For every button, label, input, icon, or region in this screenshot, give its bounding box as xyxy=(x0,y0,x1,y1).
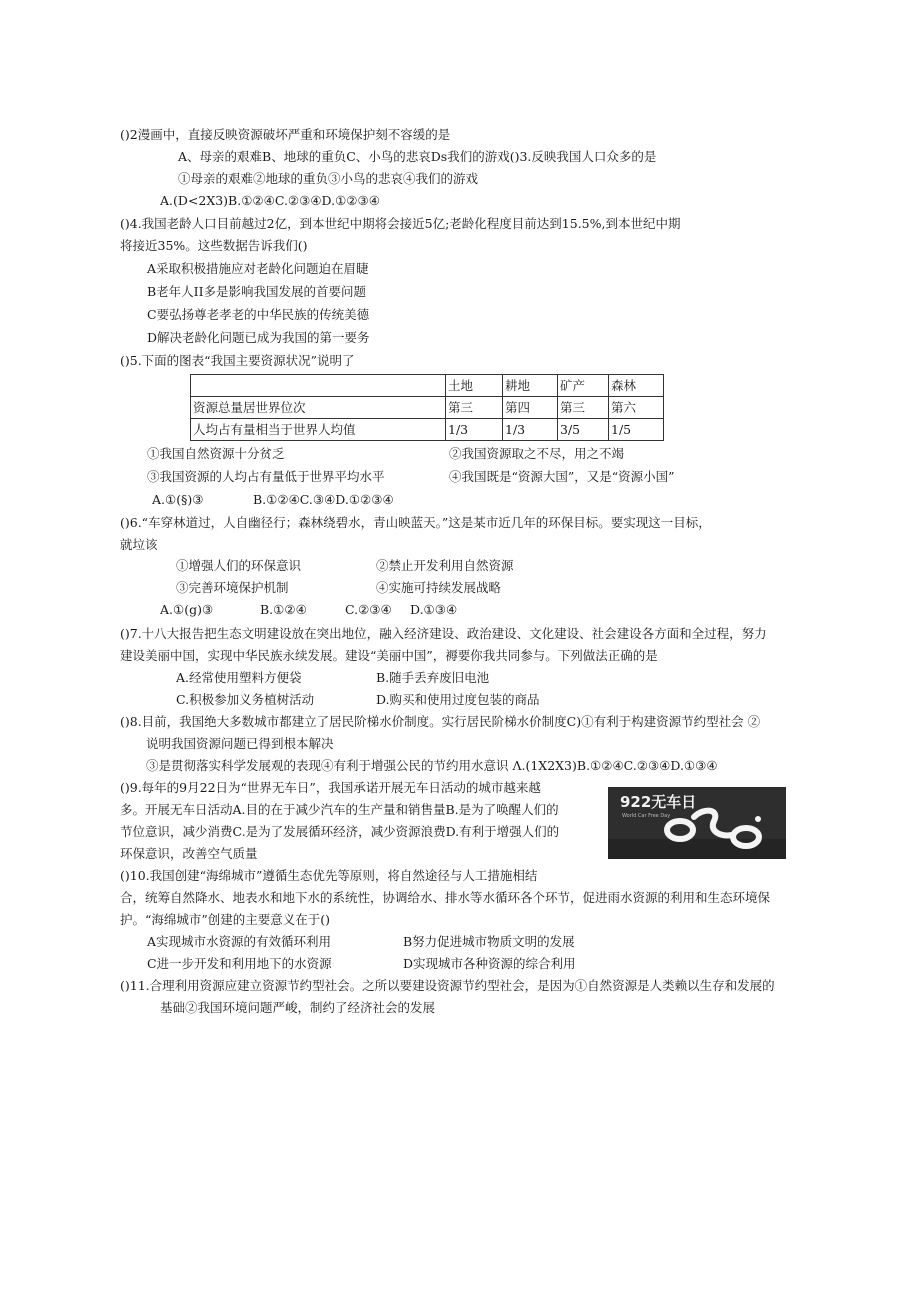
car-free-day-image xyxy=(608,787,786,859)
table-cell: 1/3 xyxy=(446,419,503,441)
table-cell: 第四 xyxy=(503,397,558,419)
table-cell: 矿产 xyxy=(558,375,609,397)
q10-option-a: A实现城市水资源的有效循环利用 xyxy=(147,934,332,949)
table-cell: 森林 xyxy=(609,375,664,397)
q8-item-2: 说明我国资源问题已得到根本解决 xyxy=(146,736,334,751)
q10-option-b: B努力促进城市物质文明的发展 xyxy=(403,934,575,949)
q6-item-2: ②禁止开发利用自然资源 xyxy=(376,558,514,573)
table-row xyxy=(191,397,664,419)
q10-stem-cont-2: 护。“海绵城市”创建的主要意义在于() xyxy=(120,912,331,927)
image-subtitle: World Car Free Day xyxy=(622,813,671,819)
q5-item-3: ③我国资源的人均占有量低于世界平均水平 xyxy=(147,469,385,484)
table-cell xyxy=(191,375,446,397)
q5-item-2: ②我国资源取之不尽，用之不竭 xyxy=(449,446,625,461)
table-cell: 第六 xyxy=(609,397,664,419)
table-cell: 人均占有量相当于世界人均值 xyxy=(191,419,446,441)
q4-option-c: C要弘扬尊老孝老的中华民族的传统美德 xyxy=(147,307,370,322)
q8-stem: ()8.目前，我国绝大多数城市都建立了居民阶梯水价制度。实行居民阶梯水价制度C)①有利于构建资源节约型社会 ② xyxy=(120,714,761,729)
q4-option-b: B老年人II多是影响我国发展的首要问题 xyxy=(147,284,367,299)
q2-stem: ()2漫画中，直接反映资源破坏严重和环境保护刻不容缓的是 xyxy=(120,127,451,142)
q7-stem: ()7.十八大报告把生态文明建设放在突出地位，融入经济建设、政治建设、文化建设、社会建设各方面和全过程，努力 xyxy=(120,626,767,641)
q7-stem-cont: 建设美丽中国，实现中华民族永续发展。建设“美丽中国”，褥要你我共同参与。下列做法正确的是 xyxy=(120,648,658,663)
q4-stem: ()4.我国老龄人口目前越过2亿，到本世纪中期将会接近5亿;老龄化程度目前达到15.5%,到本世纪中期 xyxy=(120,216,681,231)
table-cell: 耕地 xyxy=(503,375,558,397)
q6-stem: ()6.“车穿林道过，人自幽径行；森林绕碧水，青山映蓝天。”这是某市近几年的环保目标。要实现这一目标， xyxy=(120,515,711,530)
table-cell: 资源总量居世界位次 xyxy=(191,397,446,419)
q2-options: A、母亲的艰难B、地球的重负C、小鸟的悲哀Ds我们的游戏()3.反映我国人口众多的是 xyxy=(178,149,657,164)
q10-option-c: C进一步开发和利用地下的水资源 xyxy=(147,956,332,971)
q7-option-d: D.购买和使用过度包装的商品 xyxy=(376,692,540,707)
q5-option-a: A.①(§)③ xyxy=(152,492,204,507)
q6-option-d: D.①③④ xyxy=(410,602,458,617)
table-cell: 第三 xyxy=(446,397,503,419)
q6-item-1: ①增强人们的环保意识 xyxy=(176,558,302,573)
q7-option-a: A.经常使用塑料方便袋 xyxy=(176,670,302,685)
q9-stem-cont-3: 环保意识，改善空气质量 xyxy=(120,846,258,861)
table-cell: 第三 xyxy=(558,397,609,419)
q5-stem: ()5.下面的图表“我国主要资源状况”说明了 xyxy=(120,353,355,368)
q7-option-c: C.积极参加义务植树活动 xyxy=(176,692,315,707)
q10-stem: ()10.我国创建“海绵城市”遵循生态优先等原则，将自然途径与人工措施相结 xyxy=(120,868,538,883)
q3-options: A.(D<2X3)B.①②④C.②③④D.①②③④ xyxy=(160,193,380,208)
table-cell: 1/3 xyxy=(503,419,558,441)
q7-option-b: B.随手丢弃废旧电池 xyxy=(376,670,490,685)
q9-stem: ()9.每年的9月22日为“世界无车日”，我国承诺开展无车日活动的城市越来越 xyxy=(120,780,541,795)
table-cell: 3/5 xyxy=(558,419,609,441)
q10-option-d: D实现城市各种资源的综合利用 xyxy=(403,956,576,971)
q8-items-options: ③是贯彻落实科学发展观的表现④有利于增强公民的节约用水意识 Λ.(1X2X3)B.①②④C.②③④D.①③④ xyxy=(146,758,718,773)
q6-option-a: A.①(g)③ xyxy=(160,602,214,617)
image-title: 922无车日 xyxy=(620,793,697,811)
q6-item-3: ③完善环境保护机制 xyxy=(176,580,289,595)
resource-table xyxy=(190,374,664,441)
car-free-day-logo xyxy=(608,787,786,859)
q3-items: ①母亲的艰难②地球的重负③小鸟的悲哀④我们的游戏 xyxy=(178,171,479,186)
q5-options-bcd: B.①②④C.③④D.①②③④ xyxy=(253,492,394,507)
q4-option-d: D解决老龄化问题已成为我国的第一要务 xyxy=(147,330,370,345)
q10-stem-cont-1: 合，统筹自然降水、地表水和地下水的系统性，协调给水、排水等水循环各个环节，促进雨水资源的利用和生态环境保 xyxy=(120,890,771,905)
table-cell: 1/5 xyxy=(609,419,664,441)
q5-item-4: ④我国既是“资源大国”，又是“资源小国” xyxy=(449,469,675,484)
table-header-row xyxy=(191,375,664,397)
q4-option-a: A采取积极措施应对老龄化问题迫在眉睫 xyxy=(147,261,369,276)
q4-stem-cont: 将接近35%。这些数据告诉我们() xyxy=(120,238,308,253)
q9-stem-cont-1: 多。开展无车日活动A.目的在于减少汽车的生产量和销售量B.是为了唤醒人们的 xyxy=(120,802,559,817)
q9-stem-cont-2: 节位意识，减少消费C.是为了发展循环经济，减少资源浪费D.有利于增强人们的 xyxy=(120,824,560,839)
q11-stem: ()11.合理利用资源应建立资源节约型社会。之所以要建设资源节约型社会，是因为①自然资源是人类赖以生存和发展的 xyxy=(120,978,775,993)
q5-item-1: ①我国自然资源十分贫乏 xyxy=(147,446,285,461)
q6-option-c: C.②③④ xyxy=(345,602,392,617)
q6-item-4: ④实施可持续发展战略 xyxy=(376,580,502,595)
q6-stem-cont: 就垃该 xyxy=(120,537,158,552)
table-row xyxy=(191,419,664,441)
q6-option-b: B.①②④ xyxy=(260,602,307,617)
q11-stem-cont: 基础②我国环境问题严峻，制约了经济社会的发展 xyxy=(160,1000,436,1015)
table-cell: 土地 xyxy=(446,375,503,397)
